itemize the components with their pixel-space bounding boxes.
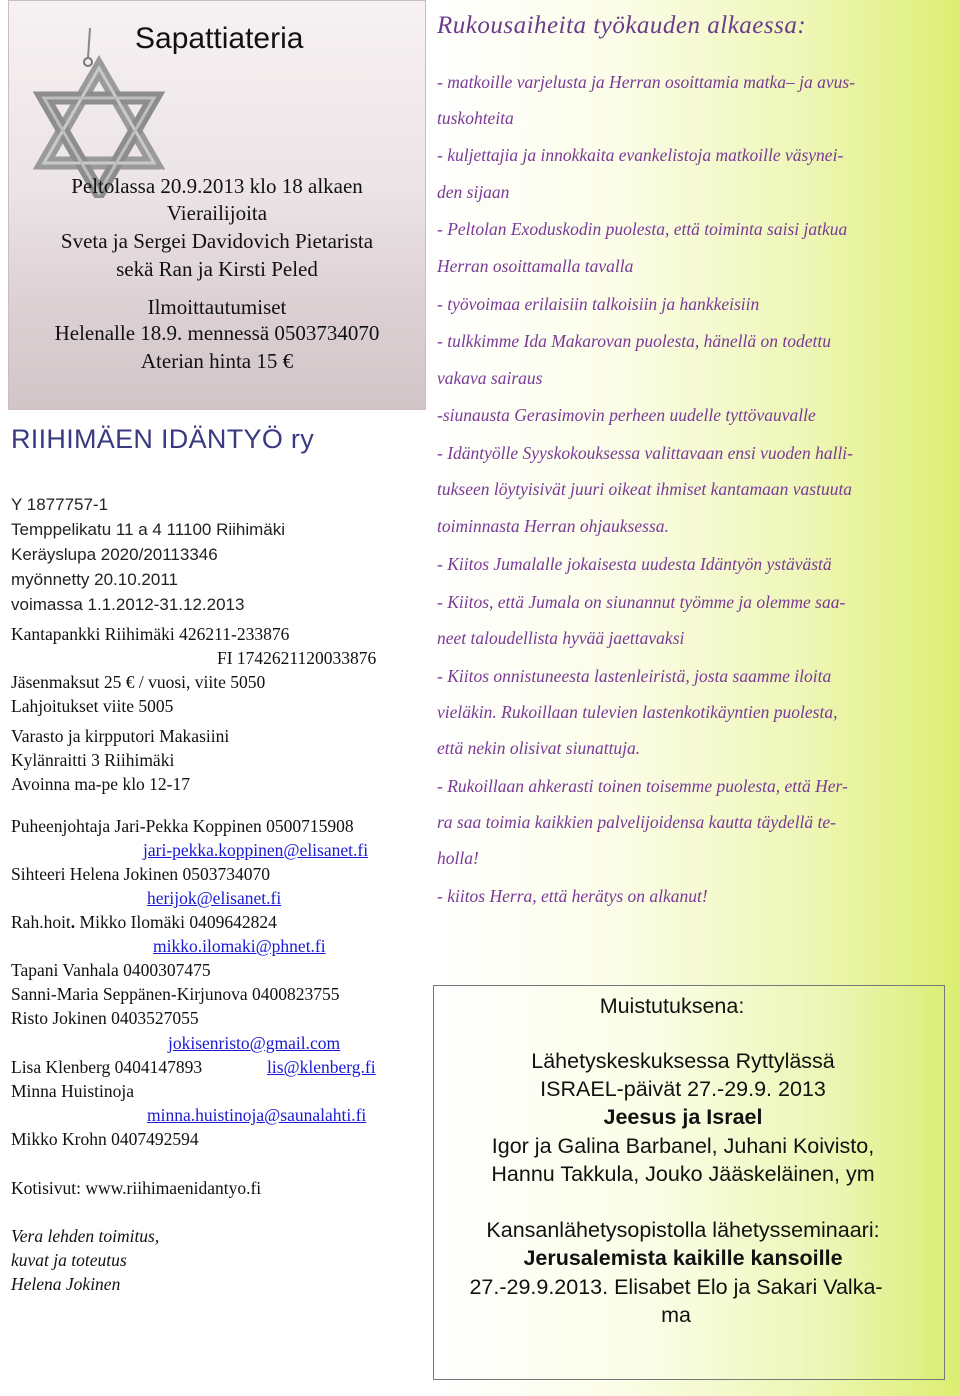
org-info-line: Y 1877757-1: [11, 495, 109, 514]
visitors-line: Sveta ja Sergei Davidovich Pietarista: [60, 229, 374, 253]
prayer-line: - Peltolan Exoduskodin puolesta, että toiminta saisi jatkua: [437, 219, 848, 239]
prayer-line: -siunausta Gerasimovin perheen uudelle tyttövauvalle: [437, 405, 816, 425]
prayer-line: toiminnasta Herran ohjauksessa.: [437, 516, 669, 536]
prayer-line: - työvoimaa erilaisiin talkoisiin ja hankkeisiin: [437, 294, 760, 314]
reminder-line: Hannu Takkula, Jouko Jääskeläinen, ym: [491, 1162, 875, 1186]
prayer-line: - Idäntyölle Syyskokouksessa valittavaan ensi vuoden halli-: [437, 443, 853, 463]
org-info-line: Keräyslupa 2020/20113346: [11, 545, 218, 564]
prayer-line: - Rukoillaan ahkerasti toinen toisemme puolesta, että Her-: [437, 776, 848, 796]
treasurer-contact: [11, 910, 277, 934]
store-hours: Avoinna ma-pe klo 12-17: [11, 774, 191, 794]
prayer-line: tukseen löytyisivät juuri oikeat ihmiset kantamaan vastuuta: [437, 479, 853, 499]
prayer-line: vieläkin. Rukoillaan tulevien lastenkotikäyntien puolesta,: [437, 702, 838, 722]
treasurer-details: Mikko Ilomäki 0409642824: [75, 912, 277, 932]
treasurer-label: Rah.hoit: [11, 912, 71, 932]
reminder-line: ma: [661, 1303, 691, 1327]
board-member: Minna Huistinoja: [11, 1081, 134, 1101]
homepage: Kotisivut: www.riihimaenidantyo.fi: [11, 1178, 262, 1198]
board-member: Tapani Vanhala 0400307475: [11, 960, 211, 980]
prayer-line: tuskohteita: [437, 108, 514, 128]
credits-line: Vera lehden toimitus,: [11, 1226, 160, 1246]
prayer-line: holla!: [437, 848, 479, 868]
prayer-line: että nekin olisivat siunattuja.: [437, 738, 641, 758]
secretary-contact: Sihteeri Helena Jokinen 0503734070: [11, 864, 271, 884]
secretary-email-link[interactable]: herijok@elisanet.fi: [147, 888, 282, 908]
org-info-line: voimassa 1.1.2012-31.12.2013: [11, 595, 245, 614]
prayer-line: - tulkkimme Ida Makarovan puolesta, hänellä on todettu: [437, 331, 831, 351]
visitors-line: sekä Ran ja Kirsti Peled: [116, 257, 318, 281]
treasurer-email-link[interactable]: mikko.ilomaki@phnet.fi: [153, 936, 326, 956]
store-line: Kylänraitti 3 Riihimäki: [11, 750, 175, 770]
member-email-link[interactable]: jokisenristo@gmail.com: [168, 1033, 341, 1053]
reminder-line: Igor ja Galina Barbanel, Juhani Koivisto,: [491, 1134, 875, 1158]
reminder-seminar-title: Jerusalemista kaikille kansoille: [523, 1246, 843, 1270]
board-member: Sanni-Maria Seppänen-Kirjunova 0400823755: [11, 984, 340, 1004]
org-info-line: Temppelikatu 11 a 4 11100 Riihimäki: [11, 520, 286, 539]
visitors-label: Vierailijoita: [166, 201, 268, 225]
registration-line: Helenalle 18.9. mennessä 0503734070: [54, 321, 380, 345]
org-info-line: myönnetty 20.10.2011: [11, 570, 178, 589]
board-member: Lisa Klenberg 0404147893: [11, 1057, 203, 1077]
prayer-line: Herran osoittamalla tavalla: [437, 256, 634, 276]
prayer-heading: Rukousaiheita työkauden alkaessa:: [437, 12, 807, 39]
meal-price: Aterian hinta 15 €: [140, 349, 294, 373]
reminder-event-title: Jeesus ja Israel: [603, 1105, 763, 1129]
organization-name: RIIHIMÄEN IDÄNTYÖ ry: [11, 424, 315, 454]
prayer-line: neet taloudellista hyvää jaettavaksi: [437, 628, 685, 648]
membership-fee: Jäsenmaksut 25 € / vuosi, viite 5050: [11, 672, 266, 692]
treasurer-dot: .: [70, 912, 76, 932]
board-member: Mikko Krohn 0407492594: [11, 1129, 199, 1149]
reminder-line: Kansanlähetysopistolla lähetysseminaari:: [486, 1218, 880, 1242]
chair-contact: Puheenjohtaja Jari-Pekka Koppinen 0500715908: [11, 816, 354, 836]
prayer-line: ra saa toimia kaikkien palvelijoidensa kautta täydellä te-: [437, 812, 837, 832]
member-email-link[interactable]: minna.huistinoja@saunalahti.fi: [147, 1105, 367, 1125]
prayer-line: - Kiitos Jumalalle jokaisesta uudesta Idäntyön ystävästä: [437, 554, 832, 574]
reminder-title: Muistutuksena:: [599, 994, 745, 1018]
chair-email-link[interactable]: jari-pekka.koppinen@elisanet.fi: [143, 840, 369, 860]
iban: FI 1742621120033876: [217, 648, 377, 668]
prayer-line: - kuljettajia ja innokkaita evankelistoja matkoille väsynei-: [437, 145, 844, 165]
credits-line: kuvat ja toteutus: [11, 1250, 127, 1270]
reminder-line: Lähetyskeskuksessa Ryttylässä: [531, 1049, 835, 1073]
reminder-line: ISRAEL-päivät 27.-29.9. 2013: [540, 1077, 826, 1101]
prayer-line: vakava sairaus: [437, 368, 543, 388]
sabbath-title: Sapattiateria: [135, 22, 304, 55]
bank-account: Kantapankki Riihimäki 426211-233876: [11, 624, 290, 644]
credits-line: Helena Jokinen: [11, 1274, 121, 1294]
member-email-link[interactable]: lis@klenberg.fi: [267, 1057, 376, 1077]
prayer-line: - matkoille varjelusta ja Herran osoittamia matka– ja avus-: [437, 72, 856, 92]
prayer-line: - kiitos Herra, että herätys on alkanut!: [437, 886, 708, 906]
prayer-line: - Kiitos, että Jumala on siunannut työmme ja olemme saa-: [437, 592, 846, 612]
prayer-line: - Kiitos onnistuneesta lastenleiristä, josta saamme iloita: [437, 666, 832, 686]
event-date: Peltolassa 20.9.2013 klo 18 alkaen: [71, 174, 363, 198]
reminder-line: 27.-29.9.2013. Elisabet Elo ja Sakari Valka-: [469, 1275, 883, 1299]
board-member: Risto Jokinen 0403527055: [11, 1008, 199, 1028]
donations-reference: Lahjoitukset viite 5005: [11, 696, 174, 716]
registration-label: Ilmoittautumiset: [147, 295, 287, 319]
store-line: Varasto ja kirpputori Makasiini: [11, 726, 230, 746]
prayer-line: den sijaan: [437, 182, 510, 202]
